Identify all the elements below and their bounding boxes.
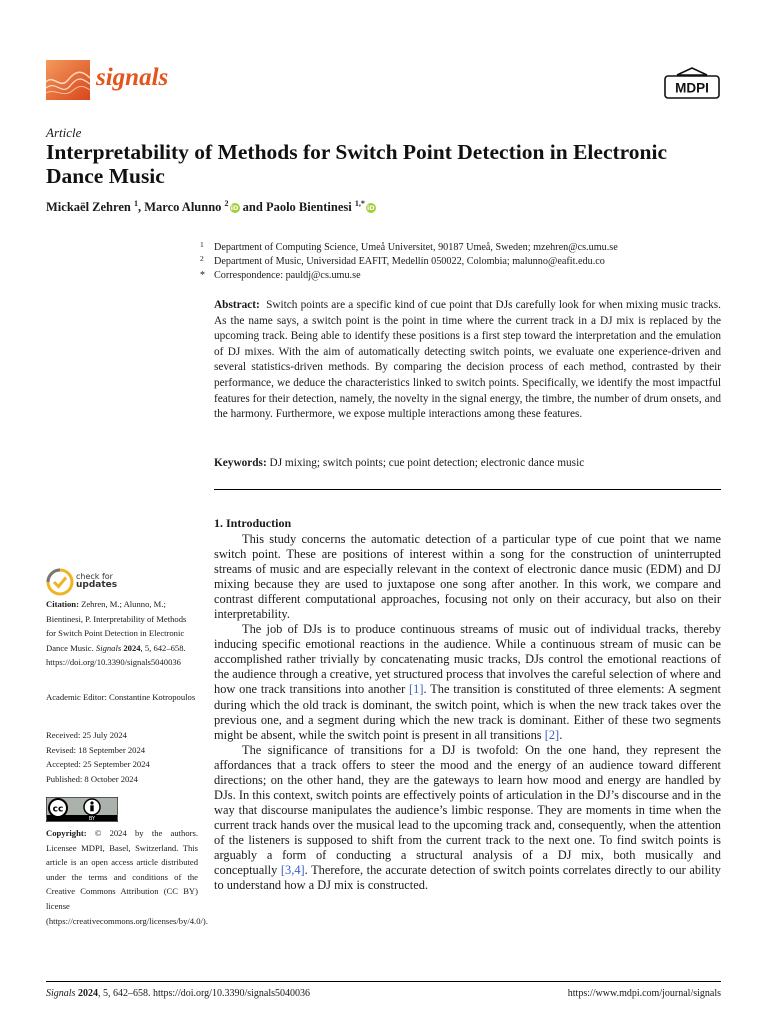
orcid-icon[interactable]: iD bbox=[230, 204, 239, 212]
copyright-text: © 2024 by the authors. Licensee MDPI, Basel, Switzerland. This article is an open access article distributed under the terms and conditions of the Creative Commons Attribution (CC BY) license (https://creativecommons.org/licenses/by/4.0/). bbox=[46, 828, 208, 926]
affiliation-mark: 1 bbox=[200, 240, 204, 249]
orcid-icon[interactable]: iD bbox=[367, 204, 375, 212]
footer-year: 2024 bbox=[77, 988, 98, 999]
author-separator: , bbox=[137, 200, 142, 214]
footer-divider bbox=[46, 981, 721, 982]
correspondence bbox=[200, 270, 361, 281]
check-for-updates-button[interactable] bbox=[46, 568, 166, 598]
citation-link[interactable]: [3,4] bbox=[280, 863, 305, 878]
author-affiliation-mark: 1,* bbox=[354, 199, 365, 208]
cc-by-license-icon[interactable] bbox=[46, 797, 118, 822]
citation-block: Citation: Zehren, M.; Alunno, M.; Bientinesi, P. Interpretability of Methods for Switch Point Detection in Electronic Dance Music. Signals 2024, 5, 642–658. https://doi.org/10.3390/signals5040036 bbox=[46, 599, 187, 668]
footer-citation bbox=[46, 988, 310, 999]
paragraph-text: . Therefore, the accurate detection of switch points correlates directly to our ability to understand how a DJ mix is constructed. bbox=[214, 863, 721, 893]
received-date: Received: 25 July 2024 bbox=[46, 730, 127, 740]
keywords bbox=[214, 456, 721, 471]
footer-journal: Signals bbox=[46, 988, 76, 999]
citation-label: Citation: bbox=[46, 599, 79, 609]
affiliation-mark: 2 bbox=[200, 254, 204, 263]
journal-name: signals bbox=[96, 64, 169, 91]
mdpi-logo-icon bbox=[663, 67, 721, 99]
affiliation-text: Department of Computing Science, Umeå Universitet, 90187 Umeå, Sweden; mzehren@cs.umu.se bbox=[214, 242, 618, 253]
mdpi-logo-text: MDPI bbox=[675, 80, 709, 96]
paragraph-text: . bbox=[559, 727, 563, 742]
affiliation-1 bbox=[200, 240, 618, 253]
copyright-block bbox=[46, 826, 208, 928]
article-type: Article bbox=[46, 125, 82, 140]
paragraph-text: . The transition is constituted of three elements: A segment during which the old track is dominant, the switch point, which is when the new track takes over the previous one, and a segment during which the new track is dominant. Either of these two segments might be absent, while the switch point is present in all transitions bbox=[214, 682, 721, 742]
affiliation-mark: * bbox=[200, 270, 205, 281]
citation-year: 2024 bbox=[123, 642, 141, 653]
abstract-label: Abstract: bbox=[214, 299, 260, 311]
abstract bbox=[214, 298, 721, 423]
section-heading: 1. Introduction bbox=[214, 516, 292, 530]
author-list bbox=[46, 199, 376, 215]
paragraph: This study concerns the automatic detection of a particular type of cue point that we name switch point. These are positions of interest within a song for the construction of uninterrupted streams of music and are especially relevant in the context of electronic dance music (EDM) and DJ mixing because they are used to juxtapose one song after another. In this work, we compare and contrast different computational approaches, focusing not only on their accuracy, but also on their interpretability. bbox=[214, 532, 721, 622]
cc-badge-label: BY bbox=[88, 816, 96, 822]
published-date: Published: 8 October 2024 bbox=[46, 773, 138, 784]
revised-date: Revised: 18 September 2024 bbox=[46, 744, 146, 755]
author-separator: and bbox=[242, 200, 263, 214]
check-updates-label: updates bbox=[76, 580, 118, 590]
citation-journal: Signals bbox=[95, 642, 122, 653]
academic-editor: Academic Editor: Constantine Kotropoulos bbox=[46, 692, 196, 702]
author-name: Paolo Bientinesi bbox=[265, 200, 352, 214]
affiliation-text: Correspondence: pauldj@cs.umu.se bbox=[214, 270, 361, 281]
affiliation-2 bbox=[200, 254, 605, 267]
svg-text:cc: cc bbox=[52, 804, 64, 815]
keywords-label: Keywords: bbox=[214, 457, 267, 469]
paragraph-text: The significance of transitions for a DJ is twofold: On the one hand, they represent the affordances that a track offers to steer the mood and the energy of an audience toward different directions; on the other hand, they are the gateways to learn how mood and energy are handled by DJs. In this context, switch points are effectively points of articulation in the DJ’s discourse and in the way that discourse manipulates the audience’s limbic response. They are moments in time when the current track hands over the musical lead to the upcoming track and, consequently, when the attention of the listeners is supposed to shift from the current track to the next one. To find switch points is arguably a form of conducting a structural analysis of a DJ mix, both musically and conceptually bbox=[214, 742, 721, 878]
author-name: Mickaël Zehren bbox=[46, 200, 131, 214]
accepted-date: Accepted: 25 September 2024 bbox=[46, 759, 150, 770]
check-updates-label: check for bbox=[76, 572, 113, 581]
citation-link[interactable]: [1] bbox=[409, 682, 424, 697]
abstract-text: Switch points are a specific kind of cue point that DJs carefully look for when mixing music tracks. As the name says, a switch point is the point in time where the current track in a DJ mix is replaced by the upcoming track. Being able to identify these positions is a first step toward the interpretation and the emulation of DJ mixes. With the aim of automatically detecting switch points, we evaluate one experience-driven and several statistics-driven methods. By comparing the decision process of each method, contrasted by their performance, we deduce the characteristics linked to switch points. Specifically, we identify the most impactful features for their detection, namely, the novelty in the signal energy, the timbre, the number of drum onsets, and the harmony. Furthermore, we expose multiple interactions among these features. bbox=[214, 299, 721, 421]
author-affiliation-mark: 1 bbox=[133, 199, 138, 208]
author-affiliation-mark: 2 bbox=[224, 199, 229, 208]
body-text bbox=[214, 532, 721, 893]
copyright-label: Copyright: bbox=[46, 828, 87, 838]
signals-logo-icon bbox=[46, 60, 90, 100]
keywords-text: DJ mixing; switch points; cue point detection; electronic dance music bbox=[269, 457, 585, 469]
section-divider bbox=[214, 489, 721, 490]
citation-text: Zehren, M.; Alunno, M.; Bientinesi, P. Interpretability of Methods for Switch Point Detection in Electronic Dance Music. bbox=[46, 599, 187, 653]
paragraph bbox=[214, 743, 721, 893]
footer-journal-url[interactable]: https://www.mdpi.com/journal/signals bbox=[567, 988, 721, 999]
dates-block bbox=[46, 728, 198, 786]
author-name: Marco Alunno bbox=[144, 200, 222, 214]
affiliation-text: Department of Music, Universidad EAFIT, Medellín 050022, Colombia; malunno@eafit.edu.co bbox=[214, 256, 605, 267]
footer-citation-rest: , 5, 642–658. https://doi.org/10.3390/signals5040036 bbox=[97, 988, 310, 999]
paragraph bbox=[214, 622, 721, 742]
citation-rest: 5, 642–658. https://doi.org/10.3390/signals5040036 bbox=[46, 642, 186, 668]
paragraph-text: The job of DJs is to produce continuous streams of music out of individual tracks, thereby inducing specific emotional reactions in the audience. While a continuous stream of music can be accomplished rather trivially by concatenating music tracks, DJs control the emotional reactions of the audience through a creative, yet structured process that involves the careful selection of where and how one track transitions into another bbox=[214, 622, 721, 697]
check-for-updates-icon bbox=[46, 568, 74, 596]
citation-link[interactable]: [2] bbox=[544, 727, 560, 742]
article-title: Interpretability of Methods for Switch Point Detection in Electronic Dance Music bbox=[46, 140, 668, 188]
